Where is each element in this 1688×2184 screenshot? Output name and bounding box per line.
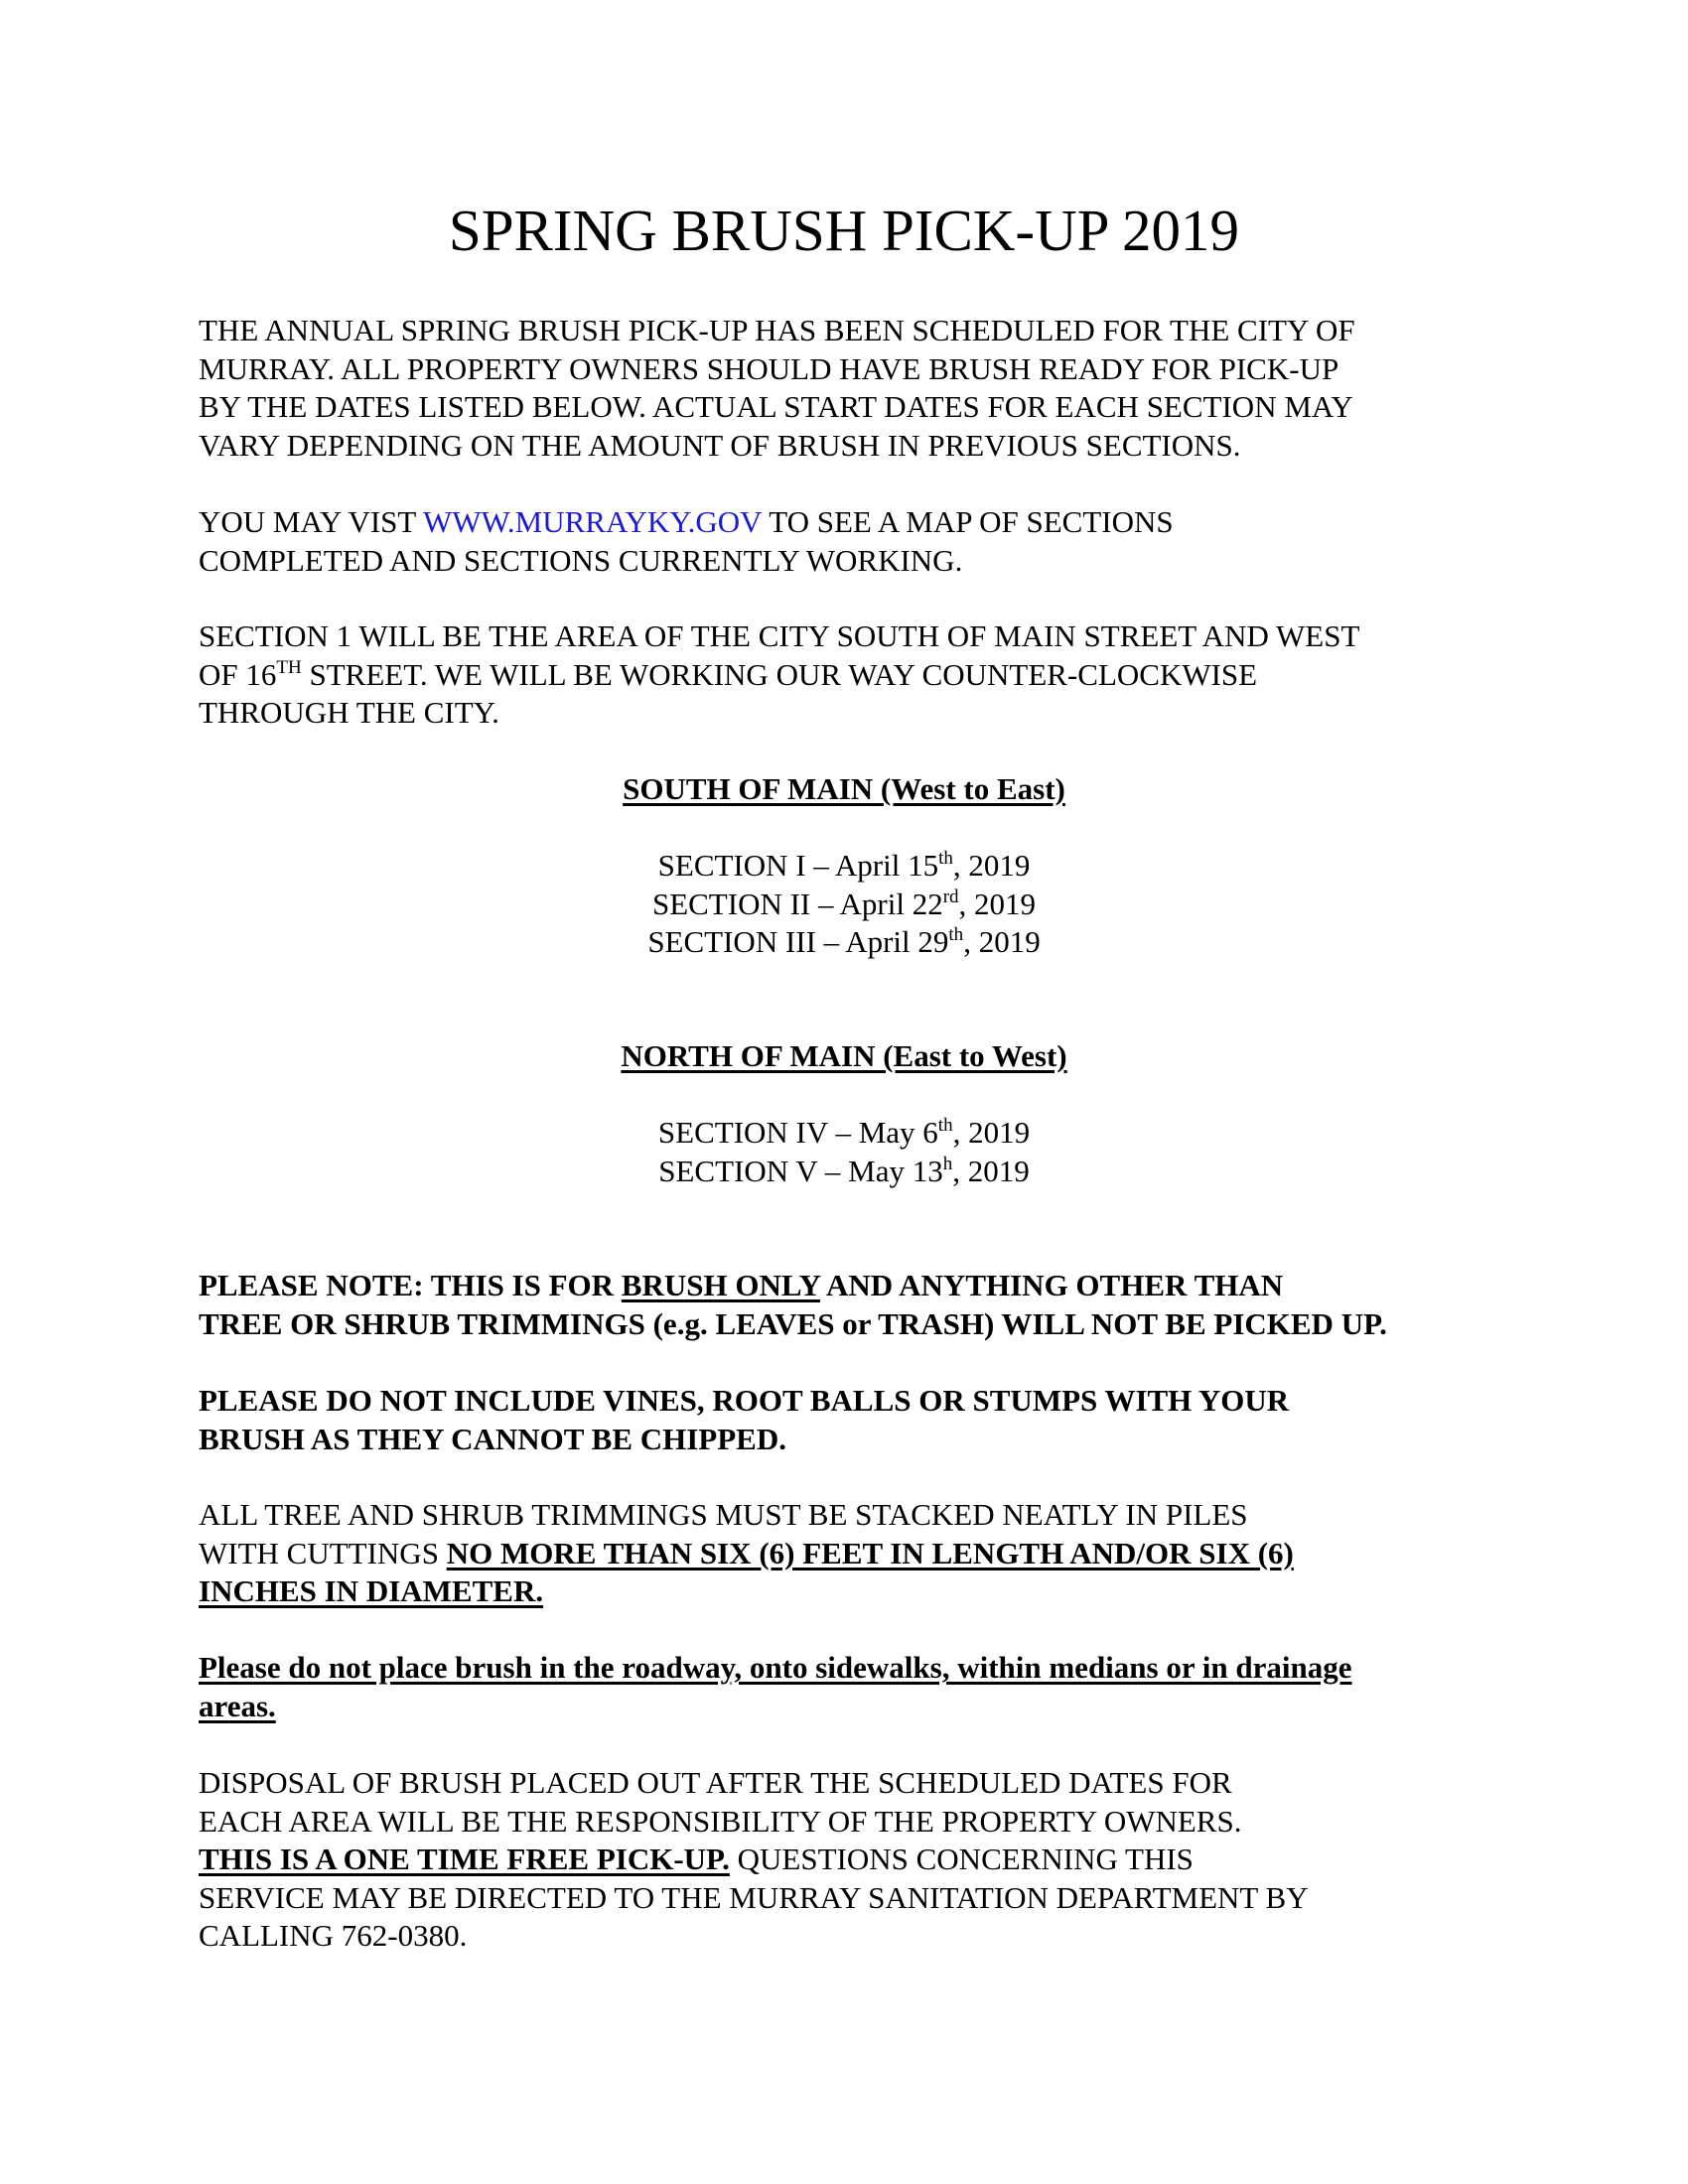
disposal-line-1: DISPOSAL OF BRUSH PLACED OUT AFTER THE SCHEDULED DATES FOR — [199, 1765, 1232, 1800]
schedule-year: , 2019 — [952, 1153, 1030, 1188]
intro-paragraph — [199, 312, 1509, 465]
website-link[interactable]: WWW.MURRAYKY.GOV — [422, 504, 763, 539]
south-heading: SOUTH OF MAIN (West to East) — [623, 771, 1065, 806]
superscript: th — [938, 848, 953, 869]
stack-line-1: ALL TREE AND SHRUB TRIMMINGS MUST BE STACKED NEATLY IN PILES — [199, 1497, 1248, 1532]
visit-line-2: COMPLETED AND SECTIONS CURRENTLY WORKING. — [199, 542, 963, 578]
disposal-line-3 — [199, 1841, 1509, 1879]
stack-line-2 — [199, 1535, 1509, 1573]
section1-paragraph — [199, 617, 1509, 733]
placement-paragraph — [199, 1649, 1509, 1725]
schedule-item — [0, 847, 1688, 886]
section1-line-1: SECTION 1 WILL BE THE AREA OF THE CITY SOUTH OF MAIN STREET AND WEST — [199, 618, 1360, 653]
schedule-item — [0, 1114, 1688, 1153]
schedule-year: , 2019 — [952, 848, 1031, 883]
schedule-text: SECTION IV – May 6 — [657, 1115, 938, 1150]
note-paragraph — [199, 1267, 1509, 1343]
vines-paragraph — [199, 1382, 1509, 1458]
placement-line2-text: areas. — [199, 1688, 276, 1723]
page-title: SPRING BRUSH PICK-UP 2019 — [448, 198, 1240, 263]
disposal-suffix: QUESTIONS CONCERNING THIS — [729, 1842, 1194, 1876]
stack-emphasis: NO MORE THAN SIX (6) FEET IN LENGTH AND/OR SIX (6) — [446, 1535, 1294, 1570]
intro-line: VARY DEPENDING ON THE AMOUNT OF BRUSH IN PREVIOUS SECTIONS. — [199, 427, 1241, 463]
superscript: th — [937, 1115, 953, 1136]
placement-line-1: Please do not place brush in the roadway, onto sidewalks, within medians or in drainage — [199, 1650, 1352, 1685]
schedule-text: SECTION III – April 29 — [647, 924, 949, 959]
north-heading-block — [0, 1037, 1688, 1076]
superscript: h — [942, 1153, 953, 1174]
schedule-year: , 2019 — [963, 924, 1041, 959]
disposal-paragraph — [199, 1764, 1509, 1956]
note-emphasis: BRUSH ONLY — [621, 1268, 820, 1302]
section1-line-3: THROUGH THE CITY. — [199, 695, 499, 730]
schedule-year: , 2019 — [952, 1115, 1031, 1150]
disposal-line-2: EACH AREA WILL BE THE RESPONSIBILITY OF THE PROPERTY OWNERS. — [199, 1803, 1242, 1839]
vines-line-2: BRUSH AS THEY CANNOT BE CHIPPED. — [199, 1421, 786, 1456]
stack-line-3 — [199, 1572, 1509, 1611]
schedule-text: SECTION V – May 13 — [658, 1153, 943, 1188]
schedule-text: SECTION II – April 22 — [651, 886, 943, 921]
section1-line2-suffix: STREET. WE WILL BE WORKING OUR WAY COUNTER-CLOCKWISE — [301, 656, 1258, 692]
schedule-item — [0, 886, 1688, 924]
placement-line-2 — [199, 1688, 1509, 1726]
section1-line2-prefix: OF 16 — [199, 656, 277, 692]
visit-paragraph — [199, 503, 1509, 580]
intro-line: MURRAY. ALL PROPERTY OWNERS SHOULD HAVE BRUSH READY FOR PICK-UP — [199, 350, 1339, 386]
vines-line-1: PLEASE DO NOT INCLUDE VINES, ROOT BALLS OR STUMPS WITH YOUR — [199, 1383, 1290, 1418]
south-heading-block — [0, 770, 1688, 809]
note-line-2: TREE OR SHRUB TRIMMINGS (e.g. LEAVES or TRASH) WILL NOT BE PICKED UP. — [199, 1305, 1387, 1341]
north-schedule — [0, 1114, 1688, 1190]
superscript: rd — [942, 886, 959, 907]
north-heading: NORTH OF MAIN (East to West) — [621, 1038, 1067, 1073]
note-suffix: AND ANYTHING OTHER THAN — [819, 1268, 1284, 1302]
intro-line: BY THE DATES LISTED BELOW. ACTUAL START DATES FOR EACH SECTION MAY — [199, 389, 1353, 424]
superscript: th — [948, 924, 964, 945]
stack-prefix: WITH CUTTINGS — [199, 1535, 447, 1570]
south-schedule — [0, 847, 1688, 962]
disposal-line-5: CALLING 762-0380. — [199, 1918, 468, 1953]
visit-suffix: TO SEE A MAP OF SECTIONS — [762, 504, 1174, 539]
intro-line: THE ANNUAL SPRING BRUSH PICK-UP HAS BEEN SCHEDULED FOR THE CITY OF — [199, 313, 1355, 347]
stack-paragraph — [199, 1496, 1509, 1611]
schedule-year: , 2019 — [958, 886, 1037, 921]
visit-prefix: YOU MAY VIST — [199, 504, 423, 539]
disposal-emphasis: THIS IS A ONE TIME FREE PICK-UP. — [199, 1842, 730, 1876]
visit-line-1 — [199, 503, 1509, 542]
superscript: TH — [276, 656, 302, 678]
disposal-line-4: SERVICE MAY BE DIRECTED TO THE MURRAY SANITATION DEPARTMENT BY — [199, 1879, 1309, 1915]
stack-emphasis: INCHES IN DIAMETER. — [199, 1573, 544, 1608]
note-line-1 — [199, 1267, 1509, 1305]
note-prefix: PLEASE NOTE: THIS IS FOR — [199, 1268, 622, 1302]
schedule-item — [0, 1153, 1688, 1191]
section1-line-2 — [199, 656, 1509, 695]
schedule-item — [0, 923, 1688, 962]
schedule-text: SECTION I – April 15 — [657, 848, 939, 883]
